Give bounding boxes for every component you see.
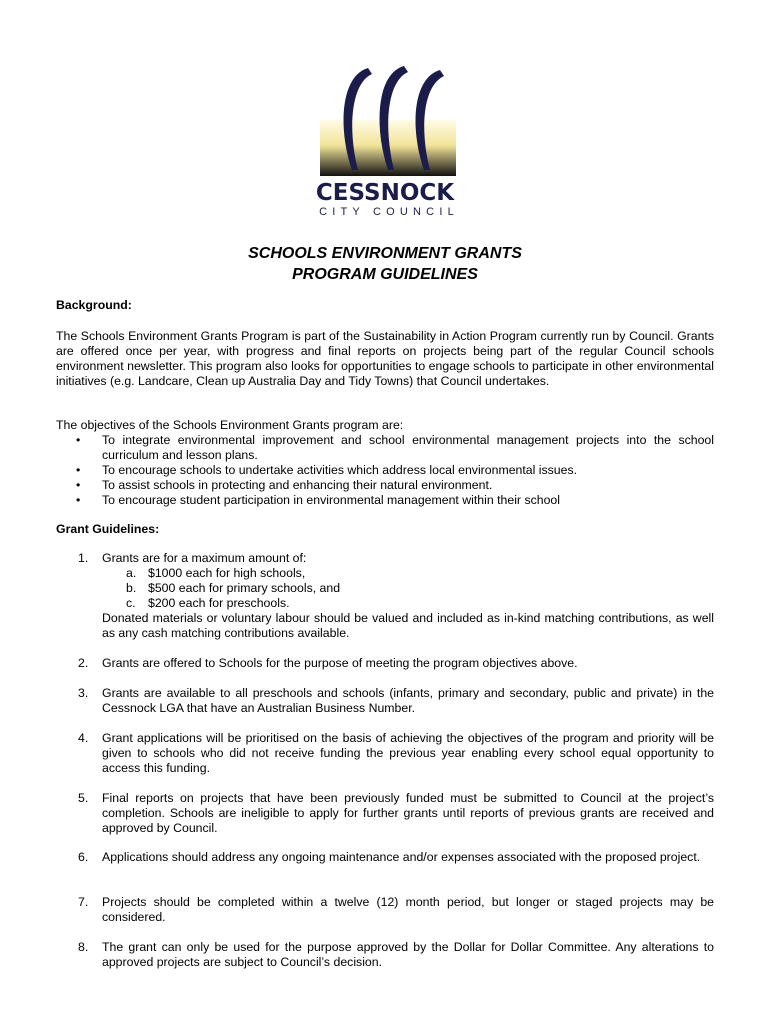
bullet-icon: •	[76, 478, 81, 492]
objective-text: To integrate environmental improvement and school environmental management projects into the school curriculum and lesson plans.	[102, 433, 714, 462]
item-number: 7.	[78, 895, 89, 909]
sub-item	[102, 566, 714, 581]
guideline-item-2	[56, 656, 714, 671]
sub-item-letter: b.	[126, 581, 137, 595]
sub-item-text: $200 each for preschools.	[148, 596, 290, 610]
bullet-icon: •	[76, 493, 81, 507]
list-item	[56, 493, 714, 508]
item-text-after: Donated materials or voluntary labour should be valued and included as in-kind matching contributions, as well as any cash matching contributions available.	[102, 611, 714, 640]
guideline-item-1	[56, 551, 714, 641]
guideline-item-7	[56, 895, 714, 925]
document-title-line2: PROGRAM GUIDELINES	[292, 266, 478, 283]
item-text: Final reports on projects that have been previously funded must be submitted to Council at the project’s completion. Schools are ineligible to apply for further grants until reports of previous grants are received and approved by Council.	[102, 791, 714, 835]
item-number: 8.	[78, 940, 89, 954]
guideline-item-3	[56, 686, 714, 716]
item-text: Grants are available to all preschools and schools (infants, primary and secondary, public and private) in the Cessnock LGA that have an Australian Business Number.	[102, 686, 714, 715]
item-text: Grants are offered to Schools for the purpose of meeting the program objectives above.	[102, 656, 578, 670]
guidelines-heading: Grant Guidelines:	[56, 522, 160, 536]
objectives-list	[56, 433, 714, 508]
item-number: 3.	[78, 686, 89, 700]
logo-subtitle: CITY COUNCIL	[319, 206, 459, 218]
guideline-item-6	[56, 850, 714, 865]
bullet-icon: •	[76, 433, 81, 447]
logo-name: CESSNOCK	[315, 180, 455, 206]
guideline-item-4	[56, 731, 714, 776]
guideline-item-5	[56, 791, 714, 836]
item-number: 6.	[78, 850, 89, 864]
objective-text: To assist schools in protecting and enhancing their natural environment.	[102, 478, 493, 492]
sub-list	[102, 566, 714, 611]
sub-item-text: $1000 each for high schools,	[148, 566, 306, 580]
objective-text: To encourage student participation in environmental management within their school	[102, 493, 560, 507]
list-item	[56, 478, 714, 493]
sub-item-text: $500 each for primary schools, and	[148, 581, 341, 595]
sub-item	[102, 596, 714, 611]
item-number: 5.	[78, 791, 89, 805]
item-text: Grants are for a maximum amount of:	[102, 551, 307, 565]
objectives-intro: The objectives of the Schools Environment Grants program are:	[56, 418, 404, 432]
sub-item	[102, 581, 714, 596]
objective-text: To encourage schools to undertake activities which address local environmental issues.	[102, 463, 578, 477]
background-heading: Background:	[56, 298, 132, 312]
sub-item-letter: c.	[126, 596, 136, 610]
item-text: Applications should address any ongoing maintenance and/or expenses associated with the proposed project.	[102, 850, 701, 864]
list-item	[56, 463, 714, 478]
guideline-item-8	[56, 940, 714, 970]
item-number: 4.	[78, 731, 89, 745]
logo-emblem	[300, 58, 470, 178]
item-text: The grant can only be used for the purpose approved by the Dollar for Dollar Committee. Any alterations to approved projects are subject to Council’s decision.	[102, 940, 714, 969]
list-item	[56, 433, 714, 463]
sub-item-letter: a.	[126, 566, 137, 580]
cessnock-logo	[300, 58, 470, 223]
item-number: 2.	[78, 656, 89, 670]
background-paragraph: The Schools Environment Grants Program is part of the Sustainability in Action Program currently run by Council. Grants are offered once per year, with progress and final reports on projects being part of the regular Council schools environment newsletter. This program also looks for opportunities to engage schools to participate in other environmental initiatives (e.g. Landcare, Clean up Australia Day and Tidy Towns) that Council undertakes.	[56, 329, 714, 388]
bullet-icon: •	[76, 463, 81, 477]
item-text: Projects should be completed within a twelve (12) month period, but longer or staged projects may be considered.	[102, 895, 714, 924]
document-title-line1: SCHOOLS ENVIRONMENT GRANTS	[248, 245, 522, 262]
item-number: 1.	[78, 551, 89, 565]
item-text: Grant applications will be prioritised on the basis of achieving the objectives of the program and priority will be given to schools who did not receive funding the previous year enabling every school equal opportunity to access this funding.	[102, 731, 714, 775]
